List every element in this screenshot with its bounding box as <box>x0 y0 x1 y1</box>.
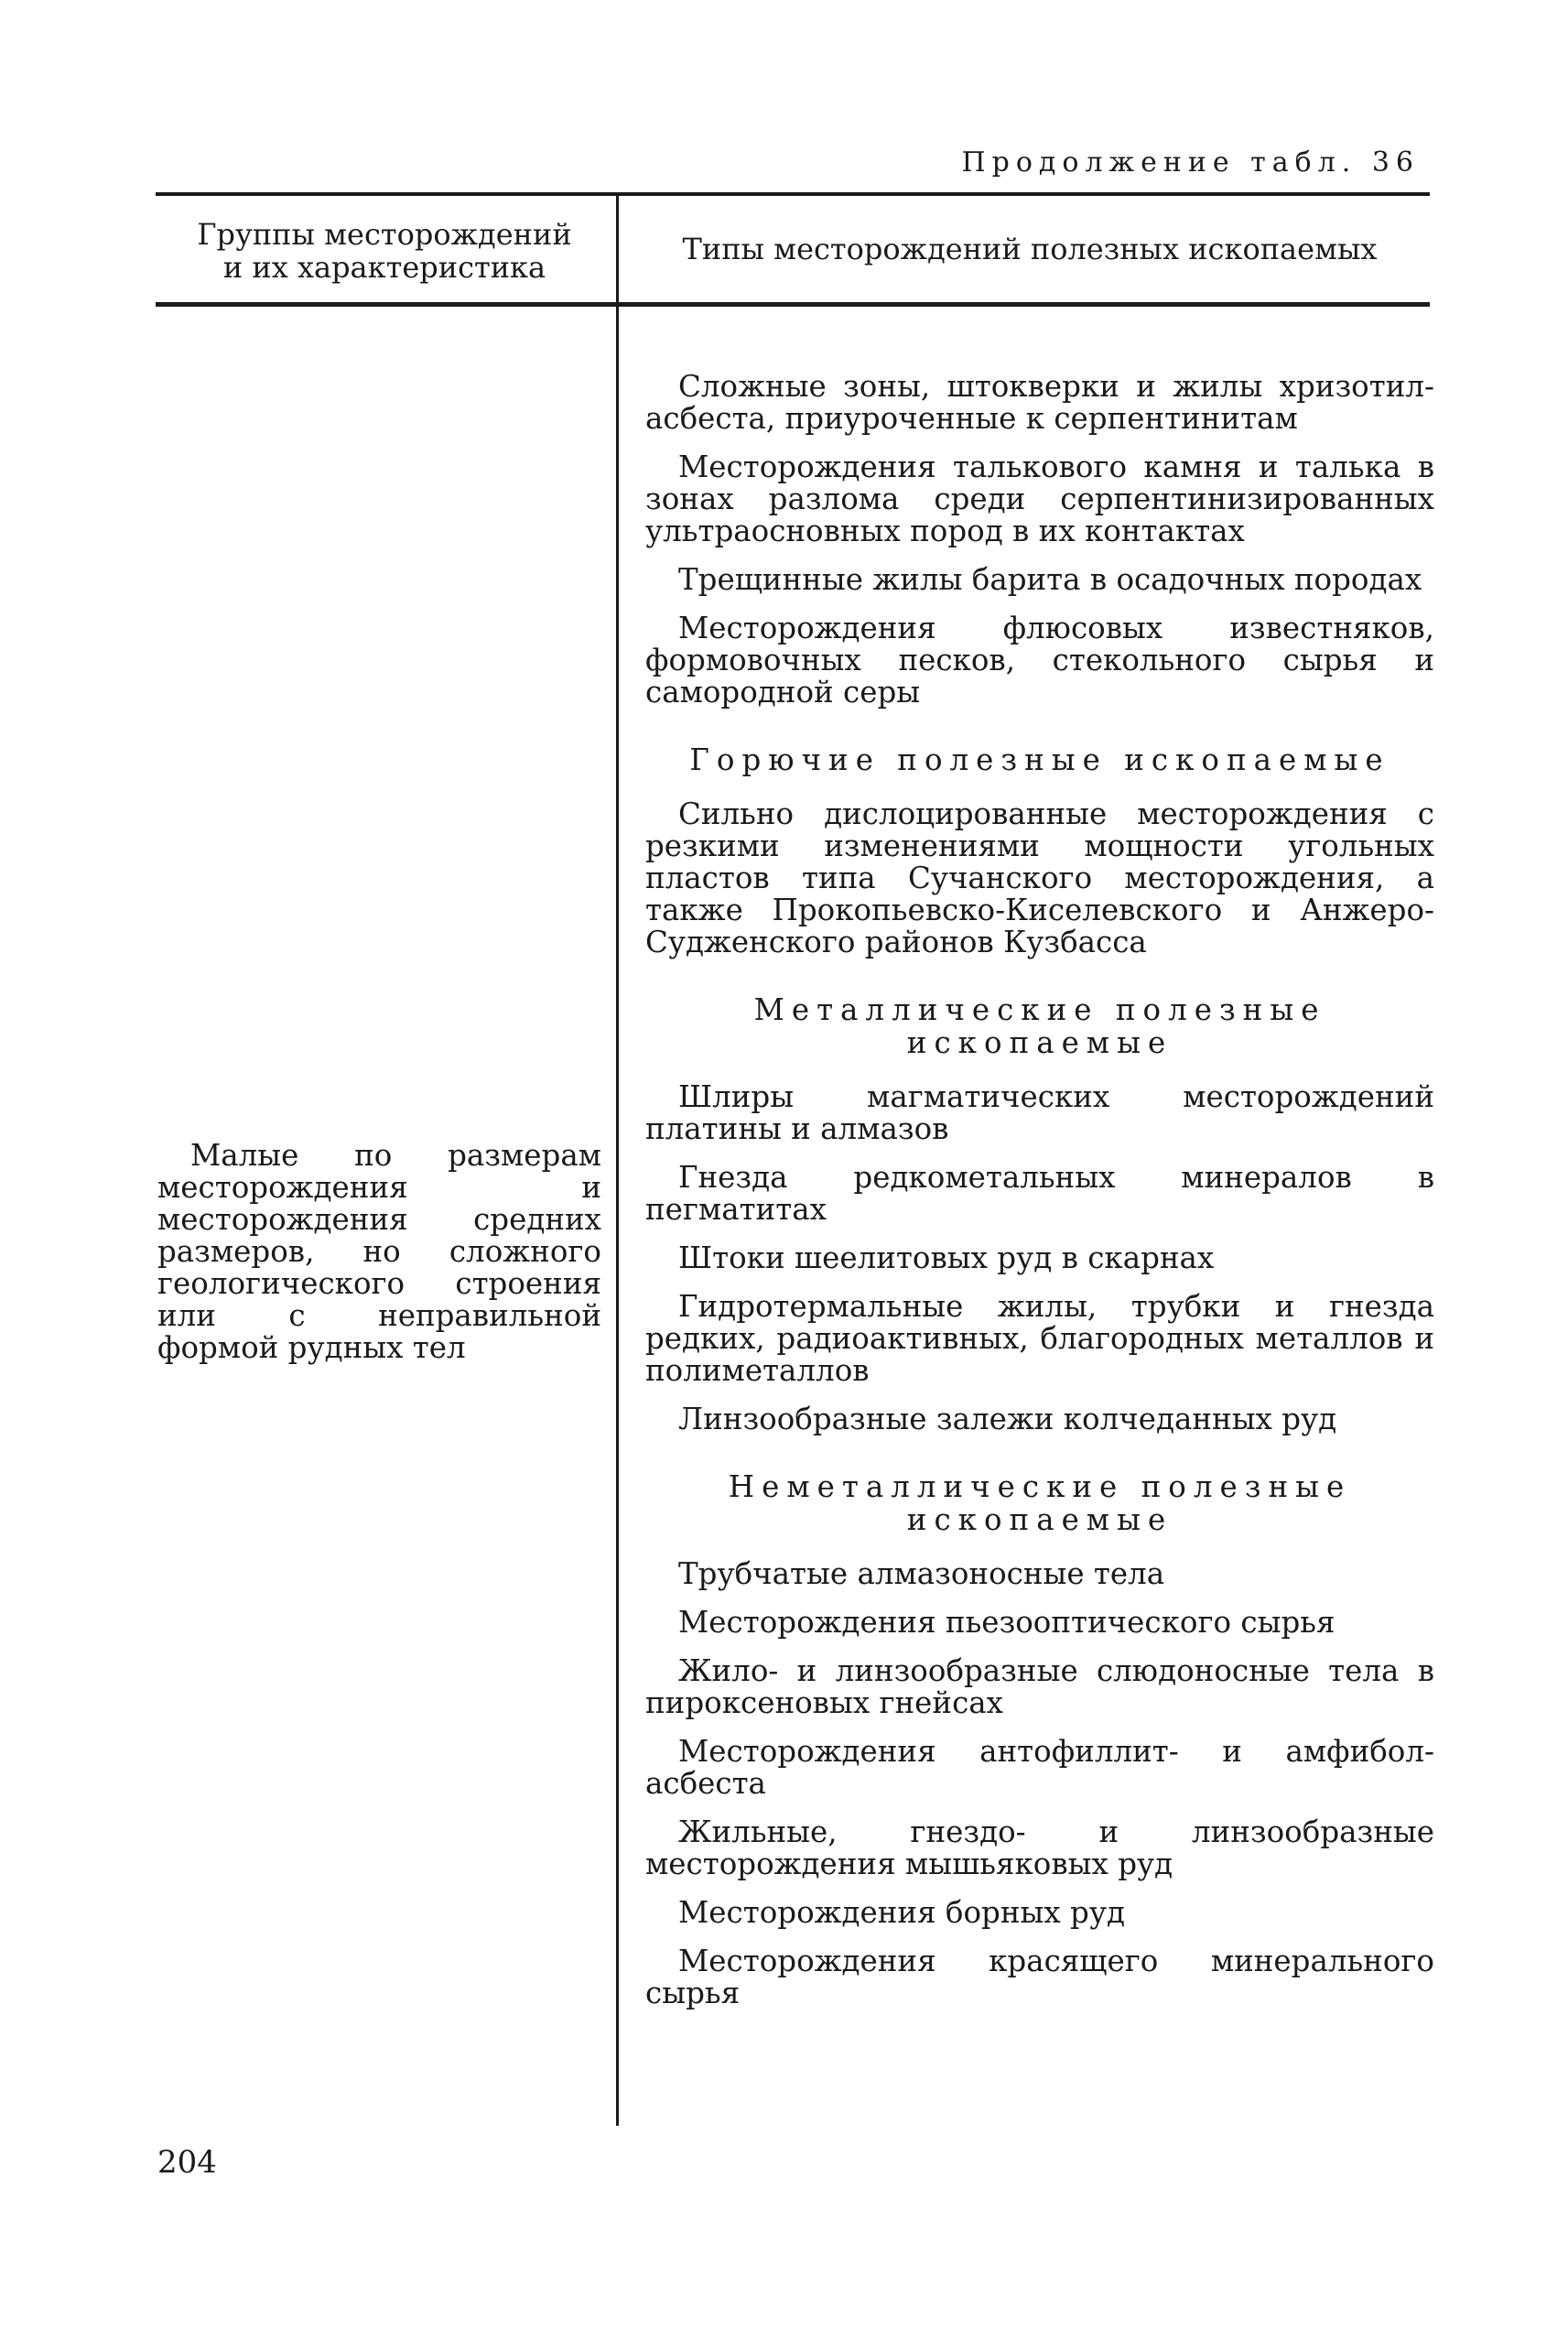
deposit-type-entry: Сильно дислоцированные месторождения с резкими изменениями мощности угольных пластов типа Сучанского месторождения, а также Прокопьевско-Киселевского и Анжеро-Судженского районов Кузбасса <box>645 796 1434 959</box>
column-divider <box>616 194 619 2126</box>
deposit-type-entry: Шлиры магматических месторождений платины и алмазов <box>645 1079 1434 1146</box>
section-heading-fuel: Горючие полезные ископаемые <box>689 742 1390 777</box>
deposit-type-entry: Месторождения антофиллит- и амфибол-асбеста <box>645 1734 1434 1801</box>
deposit-type-entry: Жильные, гнездо- и линзообразные месторождения мышьяковых руд <box>645 1814 1434 1881</box>
section-heading-metal: Металлические полезные ископаемые <box>753 992 1326 1060</box>
table-continuation-label: Продолжение табл. 36 <box>961 146 1420 179</box>
page-number: 204 <box>157 2144 217 2181</box>
deposit-type-entry: Сложные зоны, штокверки и жилы хризотил-асбеста, приуроченные к серпентинитам <box>645 369 1434 436</box>
deposit-type-entry: Месторождения флюсовых известняков, формовочных песков, стекольного сырья и самородной серы <box>645 611 1434 710</box>
deposit-types-column <box>645 371 1434 2026</box>
table-header-rule <box>156 302 1430 307</box>
deposit-type-entry: Штоки шеелитовых руд в скарнах <box>678 1240 1215 1275</box>
deposit-type-entry: Месторождения пьезооптического сырья <box>678 1605 1336 1640</box>
deposit-group-description: Малые по размерам месторождения и месторождения средних размеров, но сложного геологического строения или с неправильной формой рудных тел <box>157 1138 601 1365</box>
table-top-rule <box>156 192 1430 196</box>
section-heading-nonmetal: Неметаллические полезные ископаемые <box>728 1469 1352 1537</box>
deposit-type-entry: Линзообразные залежи колчеданных руд <box>678 1402 1337 1436</box>
deposit-type-entry: Трубчатые алмазоносные тела <box>678 1556 1165 1591</box>
deposit-type-entry: Гнезда редкометальных минералов в пегматитах <box>645 1160 1434 1227</box>
deposit-type-entry: Жило- и линзообразные слюдоносные тела в пироксеновых гнейсах <box>645 1653 1434 1720</box>
deposit-type-entry: Месторождения красящего минерального сырья <box>645 1944 1434 2010</box>
deposit-type-entry: Месторождения талькового камня и талька в зонах разлома среди серпентинизированных ультраосновных пород в их контактах <box>645 450 1434 548</box>
deposit-type-entry: Трещинные жилы барита в осадочных породах <box>678 562 1422 597</box>
column-header-types: Типы месторождений полезных ископаемых <box>682 232 1378 266</box>
deposit-type-entry: Месторождения борных руд <box>678 1895 1125 1930</box>
column-header-groups: Группы месторождений и их характеристика <box>197 217 572 285</box>
deposit-type-entry: Гидротермальные жилы, трубки и гнезда редких, радиоактивных, благородных металлов и полиметаллов <box>645 1289 1434 1388</box>
